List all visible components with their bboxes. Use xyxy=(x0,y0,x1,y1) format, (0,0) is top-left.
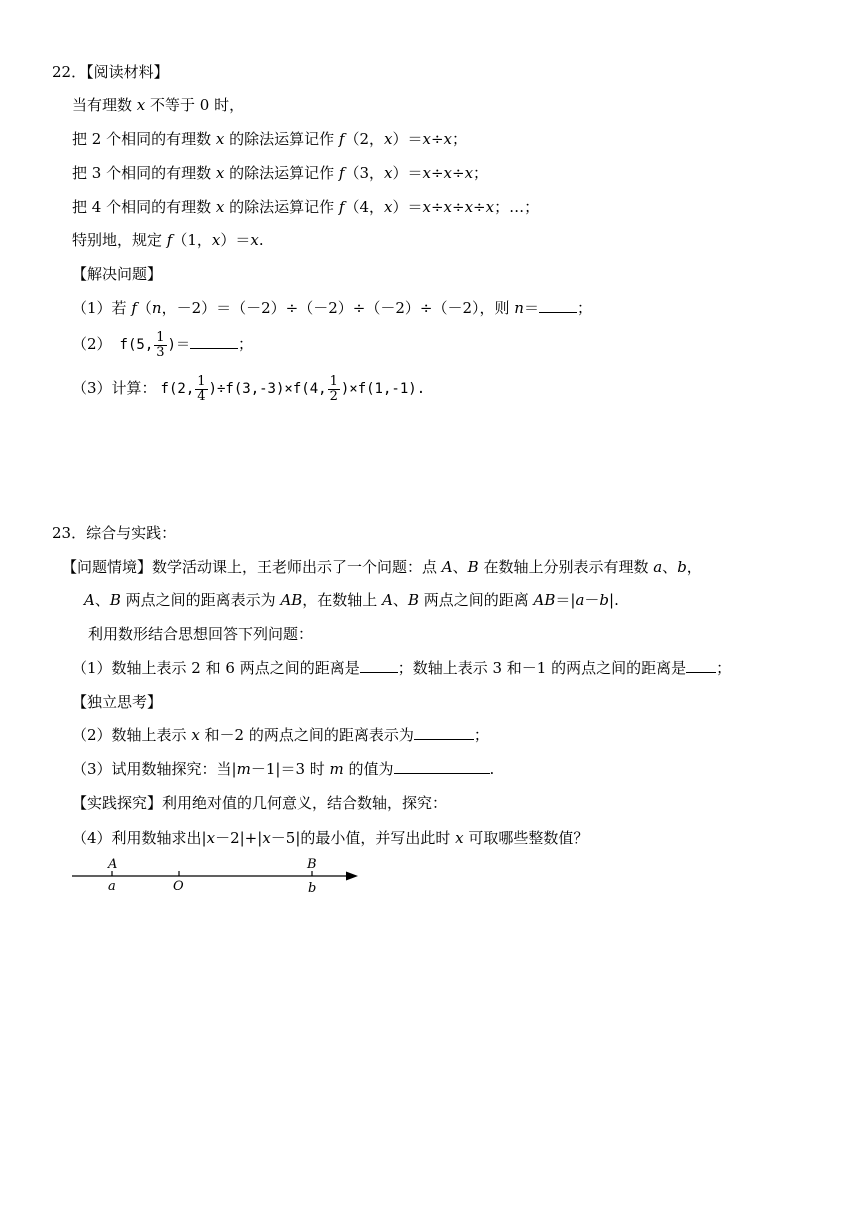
math-variable: x xyxy=(262,829,271,847)
math-variable: x xyxy=(383,130,393,148)
text-segment: 两点之间的距离表示为 xyxy=(120,591,281,609)
text-segment: （2） xyxy=(72,335,112,353)
q23-context-2 xyxy=(84,590,619,610)
fraction-one-third xyxy=(154,331,166,360)
q23-context-3: 利用数形结合思想回答下列问题： xyxy=(88,625,314,643)
text-segment: . xyxy=(258,231,264,249)
text-segment: ）＝ xyxy=(392,198,423,216)
text-segment: ÷ xyxy=(451,164,465,182)
answer-blank[interactable] xyxy=(539,298,577,313)
q22-line-4 xyxy=(72,197,539,217)
text-segment: 特别地，规定 xyxy=(72,231,167,249)
text-segment: ÷ xyxy=(430,164,444,182)
math-variable: m xyxy=(329,760,344,778)
q23-part-4 xyxy=(72,828,588,848)
q23-part-3 xyxy=(72,759,494,779)
math-variable: b xyxy=(599,591,610,609)
label-value-b: b xyxy=(308,881,317,896)
math-variable: A xyxy=(382,591,393,609)
text-segment: 在数轴上分别表示有理数 xyxy=(478,558,654,576)
label-value-a: a xyxy=(108,879,116,894)
math-variable: f xyxy=(338,130,345,148)
math-variable: x xyxy=(464,164,474,182)
text-segment: －2|+| xyxy=(215,829,263,847)
math-variable: f xyxy=(131,299,137,317)
math-variable: B xyxy=(407,591,419,609)
text-segment: ，在数轴上 xyxy=(302,591,383,609)
text-segment: 1 xyxy=(156,329,165,345)
math-variable: x xyxy=(455,829,464,847)
text-segment: （1）数轴上表示 2 和 6 两点之间的距离是 xyxy=(72,659,360,677)
q23-title: 综合与实践： xyxy=(86,524,177,542)
arrow-head-icon xyxy=(346,872,358,881)
text-segment: 、 xyxy=(392,591,408,609)
q22-part-1 xyxy=(72,298,592,318)
text-segment: 的值为 xyxy=(343,760,394,778)
math-variable: a xyxy=(575,591,585,609)
text-segment: （2， xyxy=(344,130,384,148)
q22-line-1 xyxy=(72,95,244,115)
math-variable: x xyxy=(485,198,495,216)
text-segment: ）＝ xyxy=(392,130,423,148)
math-variable: x xyxy=(215,164,225,182)
text-segment: ÷ xyxy=(430,198,444,216)
text-segment: ； xyxy=(237,335,253,353)
math-variable: f xyxy=(338,164,345,182)
math-variable: x xyxy=(443,198,452,216)
q22-solve-heading: 【解决问题】 xyxy=(72,265,163,283)
q22-line-5 xyxy=(72,230,264,250)
math-variable: x xyxy=(383,198,393,216)
text-segment: 把 2 个相同的有理数 xyxy=(72,130,216,148)
text-segment: 2 xyxy=(329,388,338,404)
math-variable: AB xyxy=(533,591,556,609)
math-variable: x xyxy=(422,130,431,148)
text-segment: |. xyxy=(609,591,619,609)
q22-line-2 xyxy=(72,129,467,149)
math-variable: f xyxy=(338,198,345,216)
math-variable: x xyxy=(383,164,393,182)
text-segment: 当有理数 xyxy=(72,96,137,114)
text-segment: （3， xyxy=(344,164,384,182)
q23-think-heading: 【独立思考】 xyxy=(72,693,163,711)
text-segment: ； xyxy=(576,299,592,317)
text-segment: 的除法运算记作 xyxy=(224,130,339,148)
text-segment: ；数轴上表示 3 和－1 的两点之间的距离是 xyxy=(397,659,687,677)
fraction-one-quarter xyxy=(195,375,207,404)
text-segment: ÷ xyxy=(451,198,465,216)
text-segment: ）＝ xyxy=(392,164,423,182)
text-segment: 把 3 个相同的有理数 xyxy=(72,164,216,182)
answer-blank[interactable] xyxy=(686,658,716,673)
text-segment: )×f(1,-1). xyxy=(340,381,426,397)
math-variable: b xyxy=(677,558,687,576)
number-line-figure xyxy=(68,852,368,898)
q23-part-2 xyxy=(72,725,489,745)
math-variable: x xyxy=(215,130,225,148)
text-segment: 把 4 个相同的有理数 xyxy=(72,198,216,216)
math-variable: n xyxy=(151,299,162,317)
answer-blank[interactable] xyxy=(394,759,490,774)
text-segment: 不等于 0 时， xyxy=(145,96,245,114)
text-segment: （3）试用数轴探究：当| xyxy=(72,760,237,778)
text-segment: （4）利用数轴求出| xyxy=(72,829,207,847)
text-segment: )＝ xyxy=(167,337,190,353)
q23-number: 23． xyxy=(52,524,87,542)
math-variable: x xyxy=(422,198,431,216)
text-segment: （4， xyxy=(344,198,384,216)
text-segment: （3）计算： xyxy=(72,379,157,397)
text-segment: 【问题情境】数学活动课上，王老师出示了一个问题：点 xyxy=(62,558,442,576)
text-segment: ， xyxy=(686,558,702,576)
math-variable: x xyxy=(443,130,452,148)
q22-part-2 xyxy=(72,330,253,360)
answer-blank[interactable] xyxy=(414,725,474,740)
text-segment: （1）若 xyxy=(72,299,132,317)
text-segment: )÷f(3,-3)×f(4, xyxy=(208,381,327,397)
math-variable: x xyxy=(215,198,225,216)
text-segment: f(5, xyxy=(119,337,154,353)
text-segment: － xyxy=(584,591,600,609)
text-segment: （2）数轴上表示 xyxy=(72,726,192,744)
text-segment: （ xyxy=(136,299,152,317)
fraction-one-half xyxy=(328,375,340,404)
text-segment: 、 xyxy=(94,591,110,609)
math-variable: x xyxy=(191,726,200,744)
math-variable: x xyxy=(422,164,431,182)
text-segment: ； xyxy=(451,130,467,148)
text-segment: ÷ xyxy=(430,130,444,148)
text-segment: ＝| xyxy=(555,591,576,609)
text-segment: －1|＝3 时 xyxy=(250,760,330,778)
label-point-b: B xyxy=(307,857,317,872)
math-variable: m xyxy=(236,760,251,778)
math-variable: n xyxy=(514,299,524,317)
text-segment: 两点之间的距离 xyxy=(418,591,534,609)
math-variable: a xyxy=(653,558,663,576)
text-segment: ÷ xyxy=(473,198,486,216)
text-segment: 、 xyxy=(452,558,468,576)
math-variable: x xyxy=(250,231,259,249)
q22-number: 22． xyxy=(52,63,87,81)
text-segment: ； xyxy=(473,726,489,744)
q23-explore-heading: 【实践探究】利用绝对值的几何意义，结合数轴，探究： xyxy=(72,794,448,812)
math-variable: x xyxy=(443,164,452,182)
q23-title-line xyxy=(52,523,176,543)
text-segment: －5|的最小值，并写出此时 xyxy=(270,829,456,847)
text-segment: 的除法运算记作 xyxy=(224,164,339,182)
text-segment: 的除法运算记作 xyxy=(224,198,339,216)
text-segment: ＝ xyxy=(523,299,539,317)
text-segment: 1 xyxy=(329,373,338,389)
text-segment: 可取哪些整数值？ xyxy=(463,829,589,847)
text-segment: ； xyxy=(716,659,732,677)
label-origin: O xyxy=(173,879,184,894)
q22-part-3 xyxy=(72,374,425,404)
text-segment: 、 xyxy=(662,558,678,576)
text-segment: ，－2）＝（－2）÷（－2）÷（－2）÷（－2），则 xyxy=(161,299,515,317)
text-segment: ； xyxy=(473,164,489,182)
answer-blank[interactable] xyxy=(360,658,398,673)
text-segment: f(2, xyxy=(160,381,195,397)
math-variable: x xyxy=(136,96,146,114)
math-variable: A xyxy=(441,558,453,576)
q23-part-1 xyxy=(72,658,731,678)
answer-blank[interactable] xyxy=(190,334,238,349)
math-variable: AB xyxy=(280,591,303,609)
math-variable: B xyxy=(467,558,479,576)
text-segment: （1， xyxy=(172,231,212,249)
label-point-a: A xyxy=(108,857,118,872)
text-segment: ）＝ xyxy=(220,231,251,249)
math-variable: A xyxy=(84,591,95,609)
q23-context-1 xyxy=(62,557,702,577)
math-variable: B xyxy=(109,591,121,609)
q22-heading: 【阅读材料】 xyxy=(86,63,169,81)
q22-heading-line xyxy=(52,62,169,82)
math-variable: x xyxy=(464,198,474,216)
text-segment: 1 xyxy=(197,373,206,389)
q22-line-3 xyxy=(72,163,488,183)
math-variable: f xyxy=(166,231,173,249)
text-segment: ；…； xyxy=(494,198,540,216)
math-variable: x xyxy=(206,829,216,847)
text-segment: 4 xyxy=(197,388,206,404)
text-segment: 3 xyxy=(156,344,165,360)
math-variable: x xyxy=(211,231,221,249)
text-segment: . xyxy=(489,760,495,778)
text-segment: 和－2 的两点之间的距离表示为 xyxy=(199,726,414,744)
